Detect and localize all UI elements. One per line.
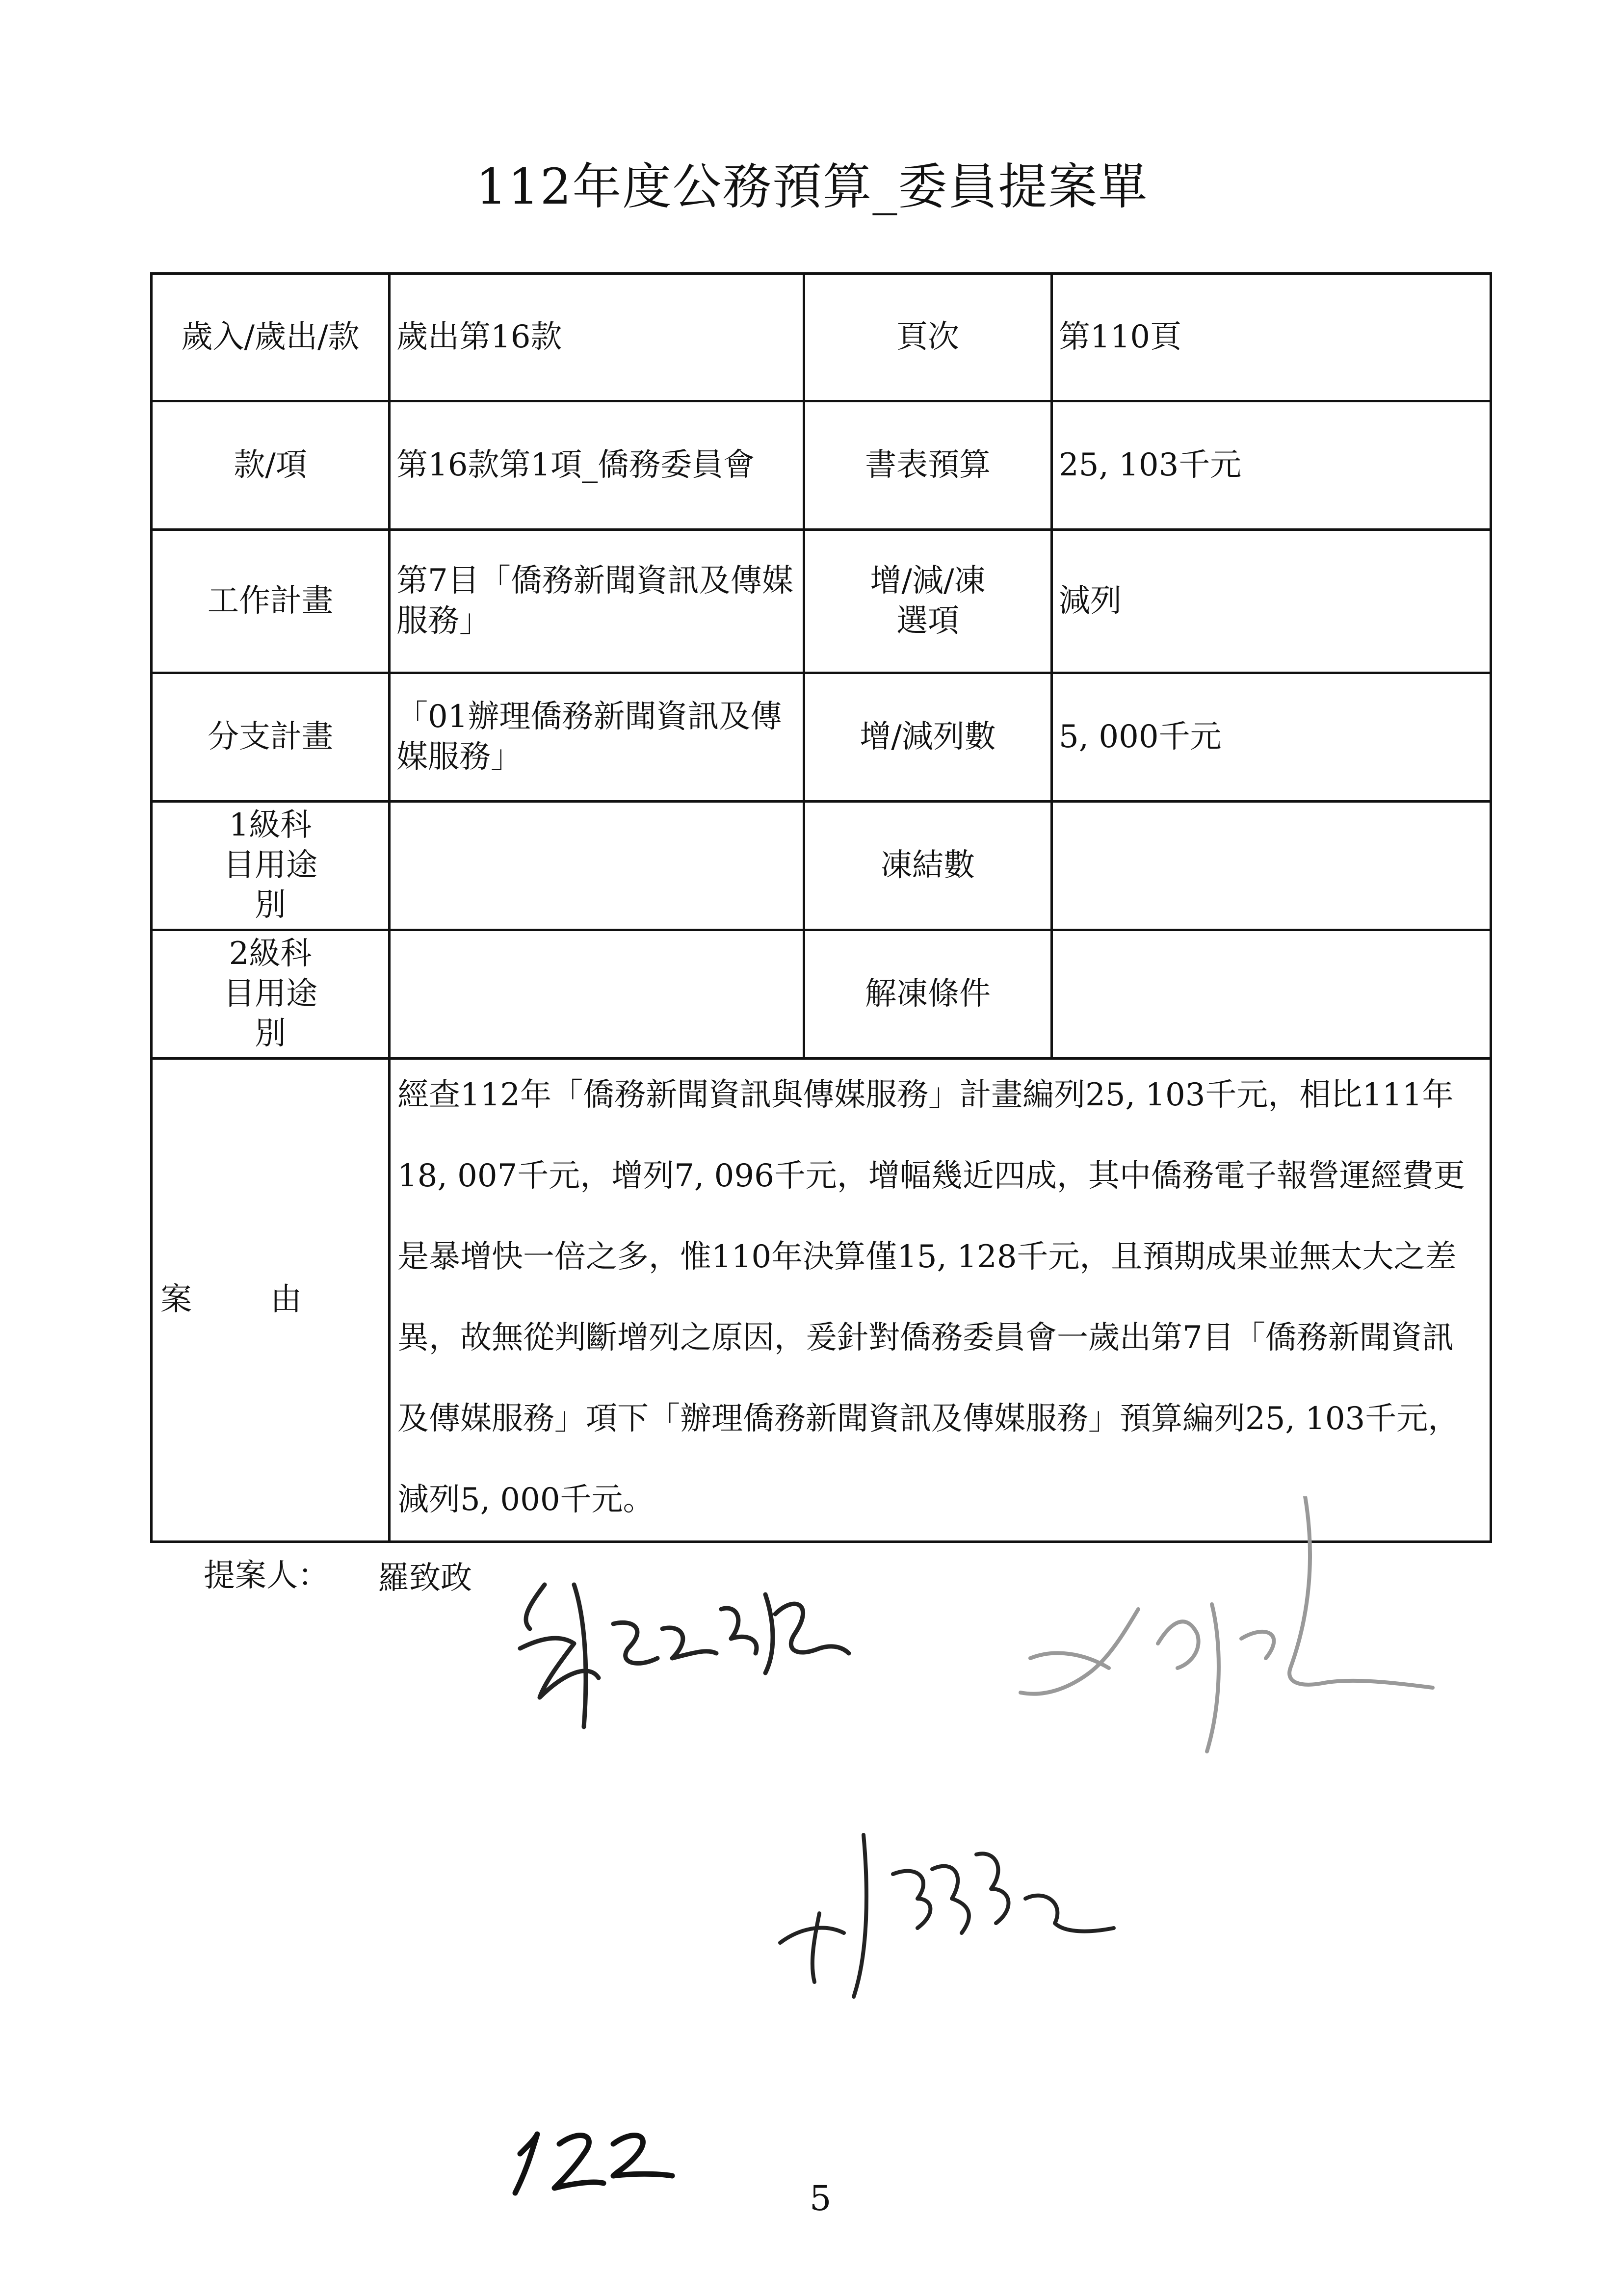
value-cell	[390, 802, 804, 930]
table-row	[152, 673, 1491, 802]
label-cell: 書表預算	[804, 401, 1052, 530]
value-cell	[1052, 802, 1491, 930]
signature-3	[770, 1815, 1124, 2002]
value-cell: 5, 000千元	[1052, 673, 1491, 802]
label-cell: 歲入/歲出/款	[152, 274, 390, 401]
value-cell: 第110頁	[1052, 274, 1491, 401]
label-cell: 2級科目用途別	[152, 930, 390, 1059]
page-number: 5	[810, 2178, 832, 2218]
signature-2	[1011, 1496, 1452, 1800]
value-cell: 第16款第1項_僑務委員會	[390, 401, 804, 530]
proposal-table	[150, 272, 1492, 1543]
table-row-reason	[152, 1059, 1491, 1542]
reason-text: 經查112年「僑務新聞資訊與傳媒服務」計畫編列25, 103千元，相比111年18, 007千元，增列7, 096千元，增幅幾近四成，其中僑務電子報營運經費更是暴增快一倍之多，惟110年決算僅15, 128千元，且預期成果並無太大之差異，故無從判斷增列之原因，爰針對僑務委員會一歲出第7目「僑務新聞資訊及傳媒服務」項下「辦理僑務新聞資訊及傳媒服務」預算編列25, 103千元，減列5, 000千元。	[397, 1077, 1465, 1518]
reason-cell	[390, 1059, 1491, 1542]
table-row	[152, 930, 1491, 1059]
label-cell: 增/減列數	[804, 673, 1052, 802]
label-cell: 分支計畫	[152, 673, 390, 802]
value-cell: 第7目「僑務新聞資訊及傳媒服務」	[390, 530, 804, 673]
proposer-label: 提案人：	[204, 1558, 329, 1594]
value-cell: 歲出第16款	[390, 274, 804, 401]
value-cell: 25, 103千元	[1052, 401, 1491, 530]
value-cell	[1052, 930, 1491, 1059]
label-cell: 凍結數	[804, 802, 1052, 930]
value-cell: 「01辦理僑務新聞資訊及傳媒服務」	[390, 673, 804, 802]
form-title: 112年度公務預算_委員提案單	[475, 158, 1149, 215]
label-cell: 頁次	[804, 274, 1052, 401]
reason-label: 案由	[152, 1059, 390, 1542]
table-row	[152, 802, 1491, 930]
value-cell	[390, 930, 804, 1059]
value-cell: 減列	[1052, 530, 1491, 673]
label-cell: 增/減/凍選項	[804, 530, 1052, 673]
table-row	[152, 274, 1491, 401]
proposer-name: 羅致政	[378, 1560, 472, 1596]
label-cell: 款/項	[152, 401, 390, 530]
table-row	[152, 401, 1491, 530]
handwritten-number	[500, 2110, 677, 2198]
label-cell: 解凍條件	[804, 930, 1052, 1059]
label-cell: 1級科目用途別	[152, 802, 390, 930]
label-cell: 工作計畫	[152, 530, 390, 673]
table-row	[152, 530, 1491, 673]
signature-1	[500, 1565, 854, 1742]
